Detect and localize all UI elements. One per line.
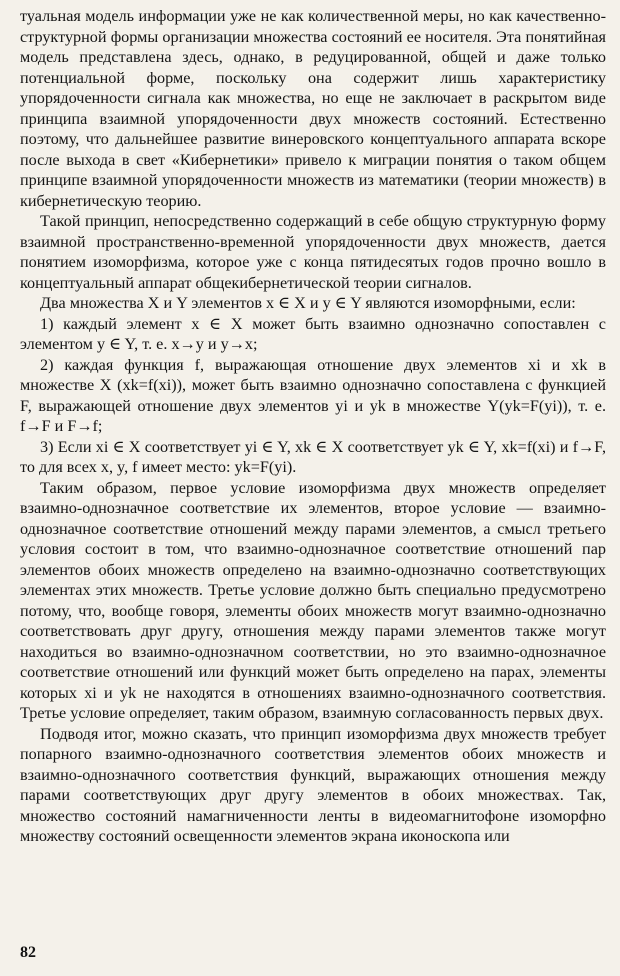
condition-3: 3) Если xi ∈ X соответствует yi ∈ Y, xk ∈ X соответствует yk ∈ Y, xk=f(xi) и f→F, то для всех x, y, f имеет место: yk=F(yi). [20,437,606,476]
paragraph: Два множества X и Y элементов x ∈ X и y ∈ Y являются изоморфными, если: [40,294,576,312]
paragraph: туальная модель информации уже не как количественной меры, но как качественно-структурной формы организации множества состояний ее носителя. Эта понятийная модель представлена здесь, однако, в редуцированной, общей и даже только потенциальной форме, поскольку она содержит лишь характеристику упорядоченности сигнала как множества, но еще не заключает в раскрытом виде принципа взаимной упорядоченности двух множеств состояний. Естественно поэтому, что дальнейшее развитие винеровского концептуального аппарата вскоре после выхода в свет «Кибернетики» привело к миграции понятия о таком общем принципе взаимной упорядоченности множеств из математики (теории множеств) в кибернетическую теорию. [20,7,606,210]
paragraph: Таким образом, первое условие изоморфизма двух множеств определяет взаимно-однозначное соответствие их элементов, второе условие — взаимно-однозначное соответствие отношений между парами элементов, а смысл третьего условия состоит в том, что взаимно-однозначное соответствие отношений пар элементов обоих множеств определено на взаимно-однозначно соответствующих элементах этих множеств. Третье условие должно быть специально предусмотрено потому, что, вообще говоря, элементы обоих множеств могут взаимно-однозначно соответствовать друг другу, отношения между парами элементов также могут находиться во взаимно-однозначном соответствии, но это взаимно-однозначное соответствие отношений или функций может быть определено на парах, элементы которых xi и yk не находятся в отношениях взаимно-однозначного соответствия. Третье условие определяет, таким образом, взаимную согласованность первых двух. [20,478,606,722]
condition-2: 2) каждая функция f, выражающая отношение двух элементов xi и xk в множестве X (xk=f(xi)), может быть взаимно однозначно сопоставлена с функцией F, выражающей отношение двух элементов yi и yk в множестве Y(yk=F(yi)), т. е. f→F и F→f; [20,355,606,435]
paragraph: Подводя итог, можно сказать, что принцип изоморфизма двух множеств требует попарного взаимно-однозначного соответствия элементов обоих множеств и взаимно-однозначного соответствия функций, выражающих отношения между парами соответствующих друг другу элементов в обоих множествах. Так, множество состояний намагниченности ленты в видеомагнитофоне изоморфно множеству состояний освещенности элементов экрана иконоскопа или [20,724,606,845]
page-body [20,6,606,847]
page-number: 82 [20,944,36,961]
paragraph: Такой принцип, непосредственно содержащий в себе общую структурную форму взаимной пространственно-временной упорядоченности двух множеств, дается понятием изоморфизма, которое уже с конца пятидесятых годов прочно вошло в концептуальный аппарат общекибернетической теории сигналов. [20,212,606,292]
condition-1: 1) каждый элемент x ∈ X может быть взаимно однозначно сопоставлен с элементом y ∈ Y, т. е. x→y и y→x; [20,314,606,353]
